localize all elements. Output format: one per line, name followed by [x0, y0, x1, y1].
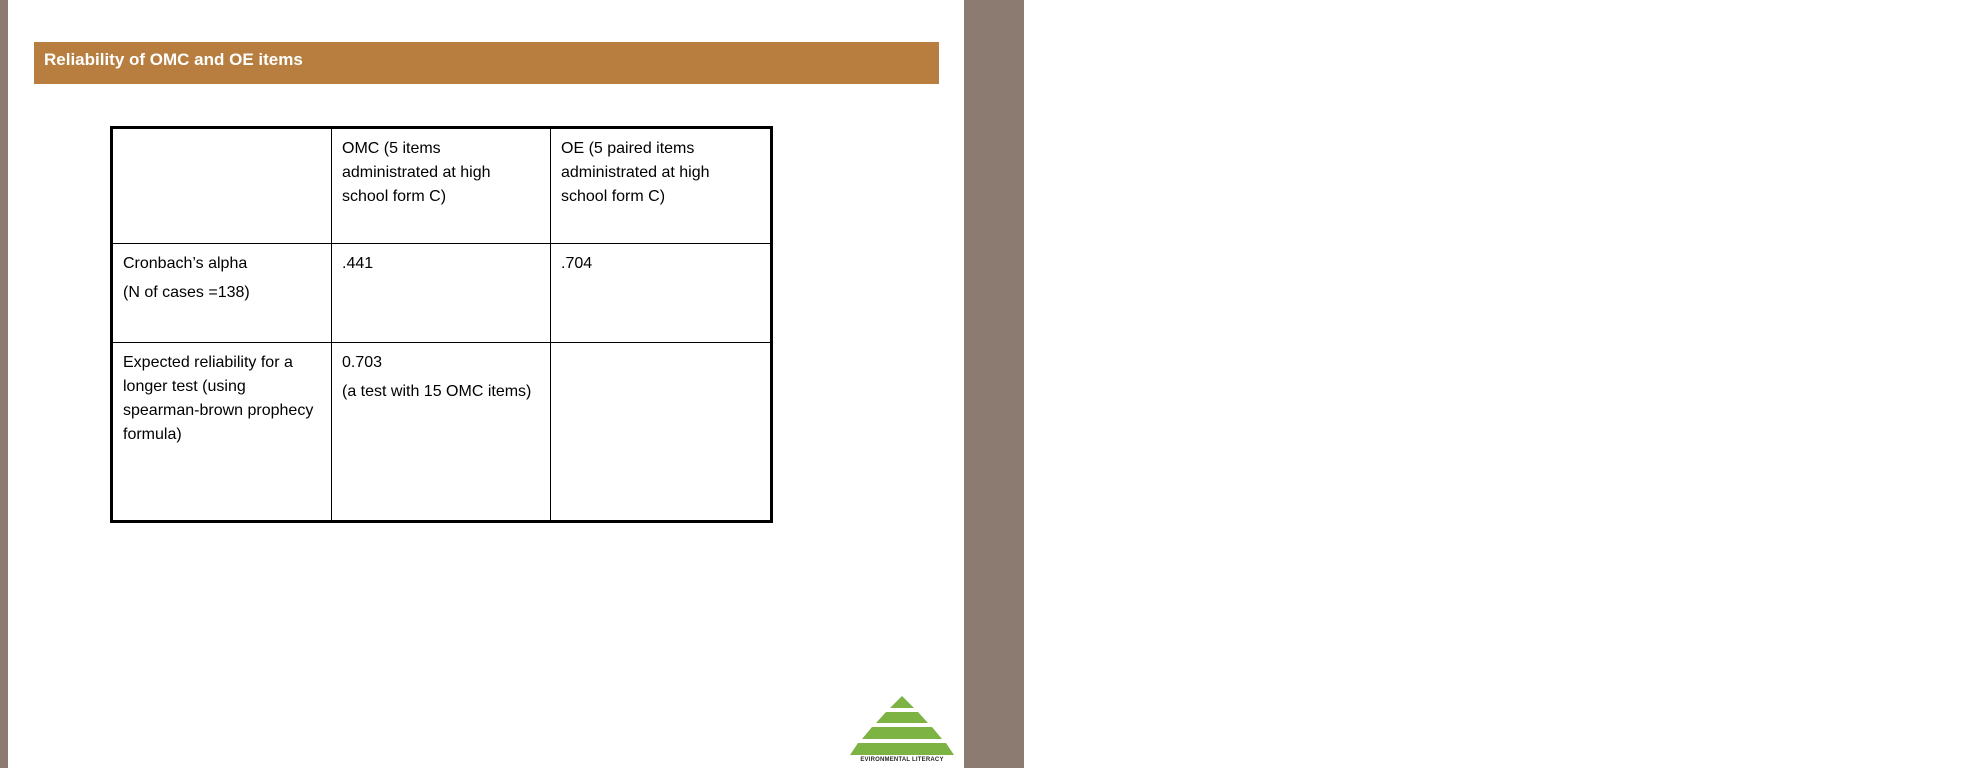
logo-text: EVIRONMENTAL LITERACY	[860, 757, 944, 763]
omc-value-note: (a test with 15 OMC items)	[342, 383, 532, 400]
header-cell-empty	[112, 128, 332, 244]
row-label-line: Expected reliability for a longer test (using spearman-brown prophecy formula)	[123, 354, 314, 443]
table-row	[112, 244, 772, 343]
reliability-table	[110, 126, 773, 523]
row-label-line: Cronbach’s alpha	[123, 255, 248, 272]
row-label-cell	[112, 244, 332, 343]
row-label-cell	[112, 343, 332, 522]
table-row	[112, 343, 772, 522]
side-title-container	[964, 0, 1973, 768]
table-header-row	[112, 128, 772, 244]
row-label-subline: (N of cases =138)	[123, 284, 250, 301]
oe-value-cell	[551, 343, 772, 522]
omc-value-cell	[332, 343, 551, 522]
slide-title: Reliability of OMC and OE items	[44, 50, 303, 69]
header-cell-oe: OE (5 paired items administrated at high school form C)	[551, 128, 772, 244]
omc-value-cell	[332, 244, 551, 343]
side-title: RESULTS OF OMC ITEMS	[1943, 38, 1973, 362]
left-accent-bar	[0, 0, 8, 768]
omc-value: 0.703	[342, 354, 383, 371]
omc-value: .441	[342, 255, 374, 272]
header-cell-omc: OMC (5 items administrated at high school form C)	[332, 128, 551, 244]
header-band	[34, 42, 939, 84]
oe-value-cell: .704	[551, 244, 772, 343]
